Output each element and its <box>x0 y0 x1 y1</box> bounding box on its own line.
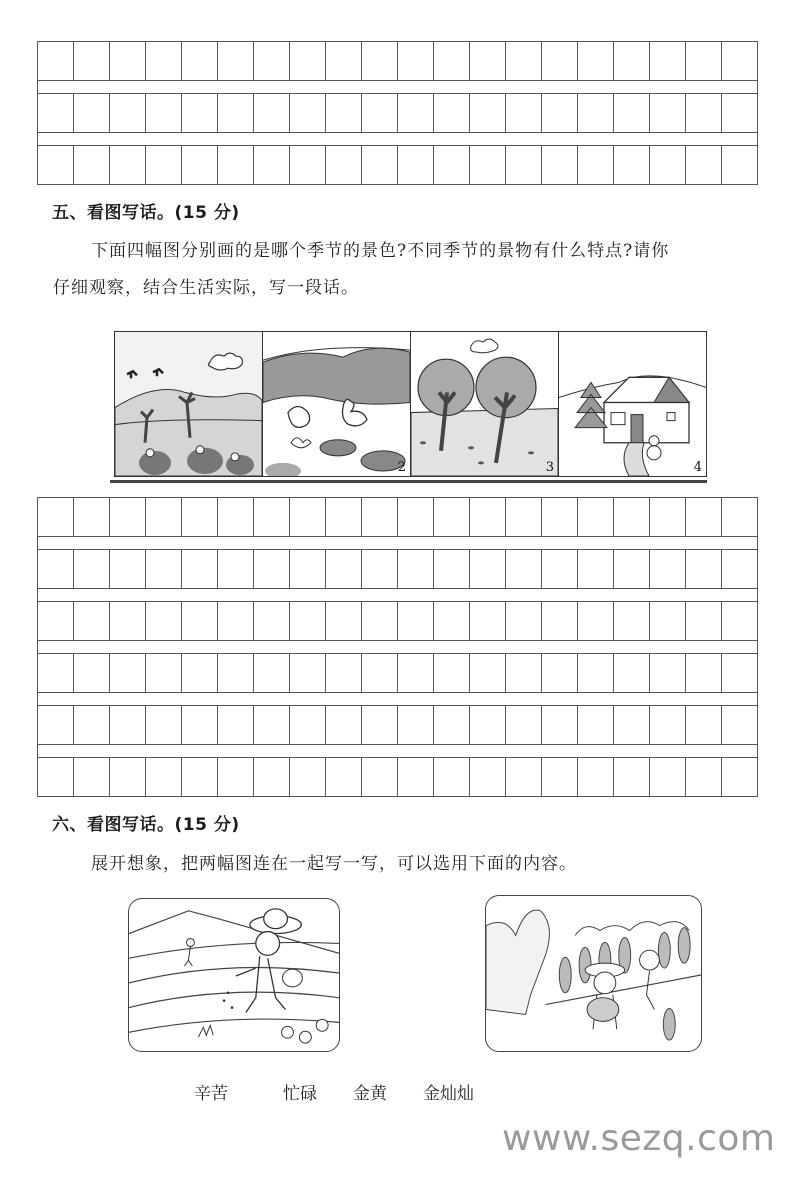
writing-cell <box>722 550 757 588</box>
writing-cell <box>254 602 290 640</box>
writing-cell <box>254 550 290 588</box>
writing-cell <box>326 42 362 80</box>
writing-cell <box>650 602 686 640</box>
writing-cell <box>470 550 506 588</box>
writing-cell <box>254 42 290 80</box>
word-bank-item: 辛苦 <box>194 1084 228 1104</box>
writing-cell <box>686 498 722 536</box>
writing-cell <box>434 550 470 588</box>
writing-cell <box>614 758 650 796</box>
writing-cell <box>74 550 110 588</box>
strip-underline <box>110 480 707 483</box>
writing-cell <box>434 498 470 536</box>
writing-cell <box>74 42 110 80</box>
writing-cell <box>254 654 290 692</box>
writing-cell <box>398 94 434 132</box>
writing-cell <box>434 706 470 744</box>
writing-cell <box>650 94 686 132</box>
panel-number: 3 <box>545 460 554 475</box>
writing-cell <box>506 550 542 588</box>
writing-cell <box>74 758 110 796</box>
writing-cell <box>290 42 326 80</box>
writing-cell <box>254 758 290 796</box>
writing-cell <box>398 602 434 640</box>
writing-cell <box>506 654 542 692</box>
writing-cell <box>434 94 470 132</box>
section5-prompt-line1: 下面四幅图分别画的是哪个季节的景色?不同季节的景物有什么特点?请你 <box>91 241 670 261</box>
grid-gap <box>37 589 758 601</box>
writing-cell <box>290 758 326 796</box>
writing-cell <box>182 602 218 640</box>
writing-cell <box>362 498 398 536</box>
grid-row <box>37 497 758 537</box>
writing-cell <box>722 146 757 184</box>
writing-cell <box>650 42 686 80</box>
writing-cell <box>182 146 218 184</box>
writing-cell <box>650 706 686 744</box>
grid-row <box>37 757 758 797</box>
writing-cell <box>182 758 218 796</box>
writing-cell <box>434 42 470 80</box>
writing-cell <box>326 550 362 588</box>
writing-cell <box>614 602 650 640</box>
writing-cell <box>722 498 757 536</box>
writing-cell <box>542 550 578 588</box>
writing-cell <box>578 94 614 132</box>
writing-cell <box>182 42 218 80</box>
writing-cell <box>686 550 722 588</box>
writing-cell <box>542 146 578 184</box>
writing-cell <box>686 602 722 640</box>
writing-cell <box>182 550 218 588</box>
writing-cell <box>650 550 686 588</box>
writing-cell <box>326 706 362 744</box>
writing-cell <box>146 146 182 184</box>
writing-cell <box>614 94 650 132</box>
writing-cell <box>38 146 74 184</box>
writing-cell <box>434 602 470 640</box>
writing-cell <box>722 654 757 692</box>
writing-cell <box>650 146 686 184</box>
writing-cell <box>290 550 326 588</box>
writing-cell <box>326 758 362 796</box>
writing-cell <box>542 498 578 536</box>
writing-cell <box>362 550 398 588</box>
writing-cell <box>650 654 686 692</box>
writing-cell <box>398 498 434 536</box>
writing-cell <box>290 94 326 132</box>
writing-cell <box>542 94 578 132</box>
writing-cell <box>542 654 578 692</box>
writing-cell <box>362 146 398 184</box>
writing-cell <box>578 706 614 744</box>
writing-cell <box>686 654 722 692</box>
spring-scene-icon <box>115 332 262 476</box>
grid-row <box>37 601 758 641</box>
writing-cell <box>38 550 74 588</box>
writing-cell <box>578 758 614 796</box>
grid-gap <box>37 537 758 549</box>
writing-cell <box>326 94 362 132</box>
grid-row <box>37 145 758 185</box>
writing-cell <box>722 758 757 796</box>
four-seasons-image-strip <box>114 331 707 477</box>
writing-cell <box>686 758 722 796</box>
writing-cell <box>290 706 326 744</box>
writing-cell <box>722 706 757 744</box>
writing-cell <box>146 758 182 796</box>
writing-cell <box>614 146 650 184</box>
writing-cell <box>146 94 182 132</box>
writing-cell <box>110 94 146 132</box>
writing-cell <box>218 654 254 692</box>
writing-cell <box>254 498 290 536</box>
writing-cell <box>110 146 146 184</box>
farmer-sowing-seeds-icon <box>129 899 339 1051</box>
writing-cell <box>506 146 542 184</box>
writing-cell <box>470 94 506 132</box>
writing-cell <box>38 654 74 692</box>
winter-house-scene-icon <box>559 332 706 476</box>
writing-cell <box>74 94 110 132</box>
word-bank-item: 金灿灿 <box>423 1084 474 1104</box>
writing-cell <box>614 706 650 744</box>
grid-row <box>37 705 758 745</box>
writing-cell <box>254 146 290 184</box>
writing-cell <box>398 654 434 692</box>
writing-cell <box>290 602 326 640</box>
writing-cell <box>110 758 146 796</box>
harvest-picture <box>485 895 702 1052</box>
writing-cell <box>146 706 182 744</box>
writing-cell <box>146 42 182 80</box>
writing-cell <box>614 654 650 692</box>
grid-gap <box>37 133 758 145</box>
writing-cell <box>110 550 146 588</box>
writing-cell <box>38 706 74 744</box>
writing-cell <box>182 654 218 692</box>
writing-cell <box>74 602 110 640</box>
writing-cell <box>686 146 722 184</box>
writing-cell <box>434 758 470 796</box>
writing-cell <box>506 602 542 640</box>
writing-cell <box>470 654 506 692</box>
writing-cell <box>146 602 182 640</box>
summer-scene-panel <box>263 332 411 476</box>
writing-cell <box>74 498 110 536</box>
site-watermark: www.sezq.com <box>502 1118 776 1159</box>
grid-row <box>37 93 758 133</box>
writing-cell <box>38 602 74 640</box>
writing-cell <box>218 498 254 536</box>
writing-cell <box>722 94 757 132</box>
writing-cell <box>326 498 362 536</box>
writing-cell <box>110 498 146 536</box>
writing-cell <box>110 654 146 692</box>
writing-cell <box>74 146 110 184</box>
grid-gap <box>37 745 758 757</box>
writing-cell <box>290 498 326 536</box>
writing-cell <box>506 94 542 132</box>
writing-cell <box>362 94 398 132</box>
harvest-grain-icon <box>486 896 701 1051</box>
writing-cell <box>218 146 254 184</box>
writing-cell <box>722 602 757 640</box>
writing-cell <box>506 706 542 744</box>
writing-cell <box>542 42 578 80</box>
writing-cell <box>542 706 578 744</box>
writing-cell <box>398 758 434 796</box>
grid-gap <box>37 81 758 93</box>
writing-cell <box>38 94 74 132</box>
writing-cell <box>362 654 398 692</box>
sowing-picture <box>128 898 340 1052</box>
writing-cell <box>614 42 650 80</box>
writing-cell <box>686 94 722 132</box>
writing-cell <box>434 146 470 184</box>
writing-cell <box>218 42 254 80</box>
writing-cell <box>146 654 182 692</box>
grid-gap <box>37 693 758 705</box>
grid-row <box>37 549 758 589</box>
autumn-trees-scene-icon <box>411 332 558 476</box>
section5-heading: 五、看图写话。(15 分) <box>52 203 240 223</box>
writing-cell <box>686 706 722 744</box>
writing-cell <box>506 42 542 80</box>
writing-cell <box>578 146 614 184</box>
writing-cell <box>146 550 182 588</box>
writing-cell <box>38 42 74 80</box>
writing-cell <box>254 94 290 132</box>
writing-cell <box>578 42 614 80</box>
writing-cell <box>362 758 398 796</box>
writing-cell <box>578 498 614 536</box>
writing-cell <box>218 550 254 588</box>
writing-cell <box>578 602 614 640</box>
writing-cell <box>614 550 650 588</box>
writing-cell <box>74 706 110 744</box>
word-bank-item: 金黄 <box>353 1084 387 1104</box>
writing-cell <box>254 706 290 744</box>
writing-cell <box>398 706 434 744</box>
writing-cell <box>362 42 398 80</box>
autumn-scene-panel <box>411 332 559 476</box>
writing-cell <box>470 706 506 744</box>
writing-cell <box>686 42 722 80</box>
writing-cell <box>470 42 506 80</box>
grid-row <box>37 41 758 81</box>
writing-cell <box>470 758 506 796</box>
writing-cell <box>398 146 434 184</box>
writing-cell <box>578 550 614 588</box>
summer-pond-scene-icon <box>263 332 410 476</box>
section6-heading: 六、看图写话。(15 分) <box>52 815 240 835</box>
writing-cell <box>362 602 398 640</box>
writing-cell <box>218 602 254 640</box>
writing-cell <box>38 758 74 796</box>
writing-cell <box>650 758 686 796</box>
spring-scene-panel <box>115 332 263 476</box>
writing-cell <box>218 706 254 744</box>
writing-cell <box>470 146 506 184</box>
writing-cell <box>146 498 182 536</box>
section5-prompt-line2: 仔细观察，结合生活实际，写一段话。 <box>53 278 359 298</box>
word-bank-item: 忙碌 <box>283 1084 317 1104</box>
panel-number: 2 <box>397 460 406 475</box>
writing-cell <box>110 42 146 80</box>
writing-cell <box>182 498 218 536</box>
grid-gap <box>37 641 758 653</box>
writing-cell <box>434 654 470 692</box>
writing-cell <box>38 498 74 536</box>
grid-row <box>37 653 758 693</box>
writing-cell <box>578 654 614 692</box>
writing-cell <box>650 498 686 536</box>
writing-cell <box>218 758 254 796</box>
winter-scene-panel <box>559 332 706 476</box>
writing-cell <box>290 654 326 692</box>
writing-cell <box>542 602 578 640</box>
writing-cell <box>290 146 326 184</box>
writing-cell <box>326 146 362 184</box>
writing-cell <box>218 94 254 132</box>
writing-cell <box>470 498 506 536</box>
writing-cell <box>326 602 362 640</box>
writing-cell <box>398 42 434 80</box>
writing-cell <box>110 602 146 640</box>
writing-cell <box>470 602 506 640</box>
section6-prompt: 展开想象，把两幅图连在一起写一写，可以选用下面的内容。 <box>91 854 577 874</box>
writing-cell <box>74 654 110 692</box>
writing-cell <box>506 498 542 536</box>
writing-cell <box>182 94 218 132</box>
writing-cell <box>326 654 362 692</box>
writing-cell <box>722 42 757 80</box>
panel-number: 4 <box>693 460 702 475</box>
writing-cell <box>362 706 398 744</box>
writing-cell <box>182 706 218 744</box>
writing-cell <box>506 758 542 796</box>
writing-cell <box>614 498 650 536</box>
writing-cell <box>398 550 434 588</box>
writing-cell <box>110 706 146 744</box>
writing-cell <box>542 758 578 796</box>
